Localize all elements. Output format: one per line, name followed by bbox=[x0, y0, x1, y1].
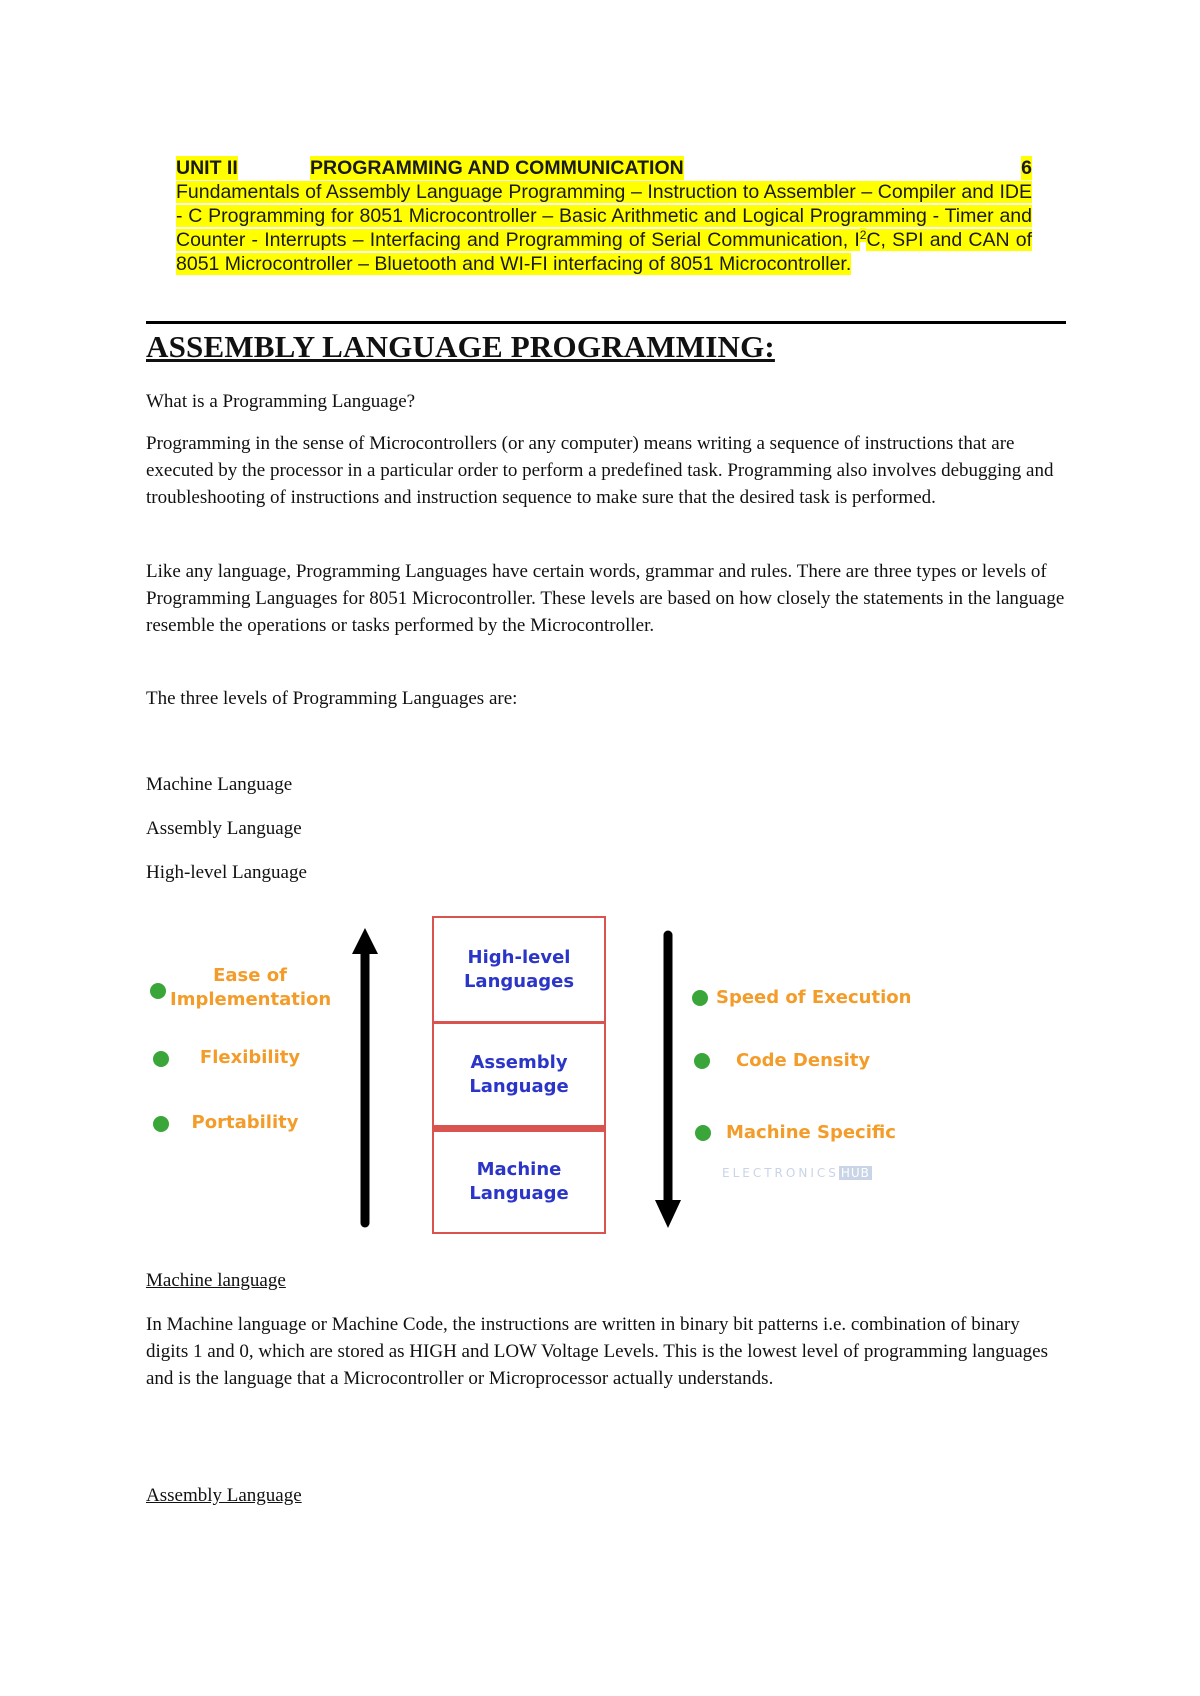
syllabus-text-part2: C, SPI and CAN of 8051 Microcontroller – Bluetooth and WI-FI interfacing of 8051 Microcontroller. bbox=[176, 229, 1033, 275]
intro-paragraph-1: Programming in the sense of Microcontrollers (or any computer) means writing a sequence of instructions that are executed by the processor in a particular order to perform a predefined task. Programming also involves debugging and troubleshooting of instructions and instruction sequence to make sure that the desired task is performed. bbox=[146, 433, 1054, 508]
section-title-machine-language: Machine language bbox=[146, 1270, 286, 1291]
unit-hours: 6 bbox=[1021, 157, 1032, 179]
horizontal-rule bbox=[146, 321, 1066, 324]
bullet-icon bbox=[153, 1116, 169, 1132]
unit-label: UNIT II bbox=[176, 157, 238, 179]
watermark-text: ELECTRONICS bbox=[722, 1166, 839, 1180]
bullet-icon bbox=[694, 1053, 710, 1069]
level-item-assembly: Assembly Language bbox=[146, 818, 302, 839]
unit-syllabus-text bbox=[176, 180, 1032, 276]
label-machine-specific: Machine Specific bbox=[726, 1122, 896, 1143]
level-item-high-level: High-level Language bbox=[146, 862, 307, 883]
bullet-icon bbox=[692, 990, 708, 1006]
bullet-icon bbox=[150, 983, 166, 999]
box-machine-language: Machine Language bbox=[432, 1127, 606, 1234]
section-title-assembly-language: Assembly Language bbox=[146, 1485, 302, 1506]
label-portability: Portability bbox=[191, 1112, 299, 1133]
level-item-machine: Machine Language bbox=[146, 774, 293, 795]
label-flexibility: Flexibility bbox=[199, 1047, 301, 1068]
label-ease-of-implementation: Ease of Implementation bbox=[170, 965, 332, 1010]
unit-syllabus-block bbox=[176, 156, 1032, 276]
intro-paragraph-2: Like any language, Programming Languages have certain words, grammar and rules. There are three types or levels of Programming Languages for 8051 Microcontroller. These levels are based on how closely the statements in the language resemble the operations or tasks performed by the Microcontroller. bbox=[146, 561, 1065, 636]
page-heading: ASSEMBLY LANGUAGE PROGRAMMING: bbox=[146, 329, 775, 364]
bullet-icon bbox=[695, 1125, 711, 1141]
label-code-density: Code Density bbox=[736, 1050, 871, 1071]
syllabus-text-part1: Fundamentals of Assembly Language Programming – Instruction to Assembler – Compiler and IDE - C Programming for 8051 Microcontroller – Basic Arithmetic and Logical Programming - Timer and Counter - Interrupts – Interfacing and Programming of Serial Communication, I bbox=[176, 181, 1032, 251]
box-assembly-language: Assembly Language bbox=[432, 1022, 606, 1127]
up-arrow-icon bbox=[350, 928, 380, 1228]
down-arrow-icon bbox=[653, 930, 683, 1230]
intro-paragraph-3: The three levels of Programming Languages are: bbox=[146, 688, 518, 709]
diagram-watermark bbox=[722, 1166, 872, 1180]
language-levels-diagram bbox=[140, 910, 920, 1250]
intro-question: What is a Programming Language? bbox=[146, 391, 416, 412]
unit-title: PROGRAMMING AND COMMUNICATION bbox=[310, 157, 684, 179]
machine-language-body: In Machine language or Machine Code, the instructions are written in binary bit patterns i.e. combination of binary digits 1 and 0, which are stored as HIGH and LOW Voltage Levels. This is the lowest level of programming languages and is the language that a Microcontroller or Microprocessor actually understands. bbox=[146, 1314, 1048, 1389]
box-high-level-languages: High-level Languages bbox=[432, 916, 606, 1023]
syllabus-superscript: 2 bbox=[859, 227, 867, 242]
watermark-hub: HUB bbox=[840, 1166, 870, 1180]
unit-header bbox=[176, 156, 1032, 180]
label-speed-of-execution: Speed of Execution bbox=[716, 987, 912, 1008]
bullet-icon bbox=[153, 1051, 169, 1067]
